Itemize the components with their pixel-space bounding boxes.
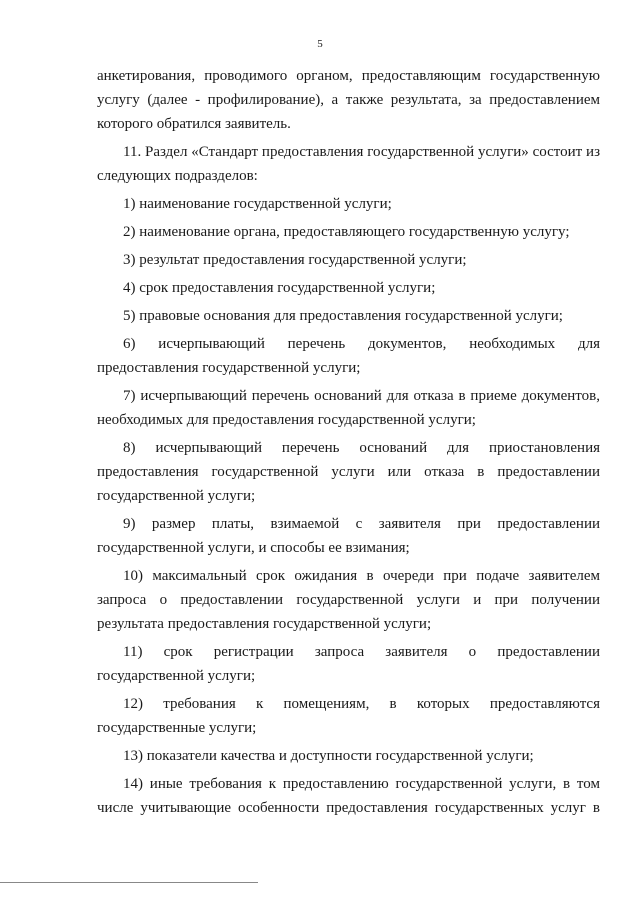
list-item-8: 8) исчерпывающий перечень оснований для приостановления предоставления государственной услуги или отказа в предоставлении государственной услуги; [97, 440, 600, 504]
list-item-13: 13) показатели качества и доступности государственной услуги; [123, 748, 534, 764]
list-item-10: 10) максимальный срок ожидания в очереди при подаче заявителем запроса о предоставлении государственной услуги и при получении результата предоставления государственной услуги; [97, 568, 600, 632]
paragraph-continuation: анкетирования, проводимого органом, предоставляющим государственную услугу (далее - профилирование), а также результата, за предоставлением которого обратился заявитель. [97, 68, 600, 132]
list-item-3: 3) результат предоставления государственной услуги; [123, 252, 467, 268]
list-item-5: 5) правовые основания для предоставления государственной услуги; [123, 308, 563, 324]
list-item-12: 12) требования к помещениям, в которых предоставляются государственные услуги; [97, 696, 600, 736]
list-item-11: 11) срок регистрации запроса заявителя о предоставлении государственной услуги; [97, 644, 600, 684]
list-item-7: 7) исчерпывающий перечень оснований для отказа в приеме документов, необходимых для предоставления государственной услуги; [97, 388, 600, 428]
footer-rule [0, 882, 258, 883]
list-item-6: 6) исчерпывающий перечень документов, необходимых для предоставления государственной услуги; [97, 336, 600, 376]
list-item-9: 9) размер платы, взимаемой с заявителя при предоставлении государственной услуги, и способы ее взимания; [97, 516, 600, 556]
list-item-14: 14) иные требования к предоставлению государственной услуги, в том числе учитывающие особенности предоставления государственных услуг в [97, 776, 600, 816]
paragraph-section-11: 11. Раздел «Стандарт предоставления государственной услуги» состоит из следующих подразделов: [97, 144, 600, 184]
list-item-1: 1) наименование государственной услуги; [123, 196, 392, 212]
page-number: 5 [317, 38, 323, 50]
list-item-4: 4) срок предоставления государственной услуги; [123, 280, 436, 296]
document-body [97, 64, 600, 824]
list-item-2: 2) наименование органа, предоставляющего государственную услугу; [123, 224, 570, 240]
